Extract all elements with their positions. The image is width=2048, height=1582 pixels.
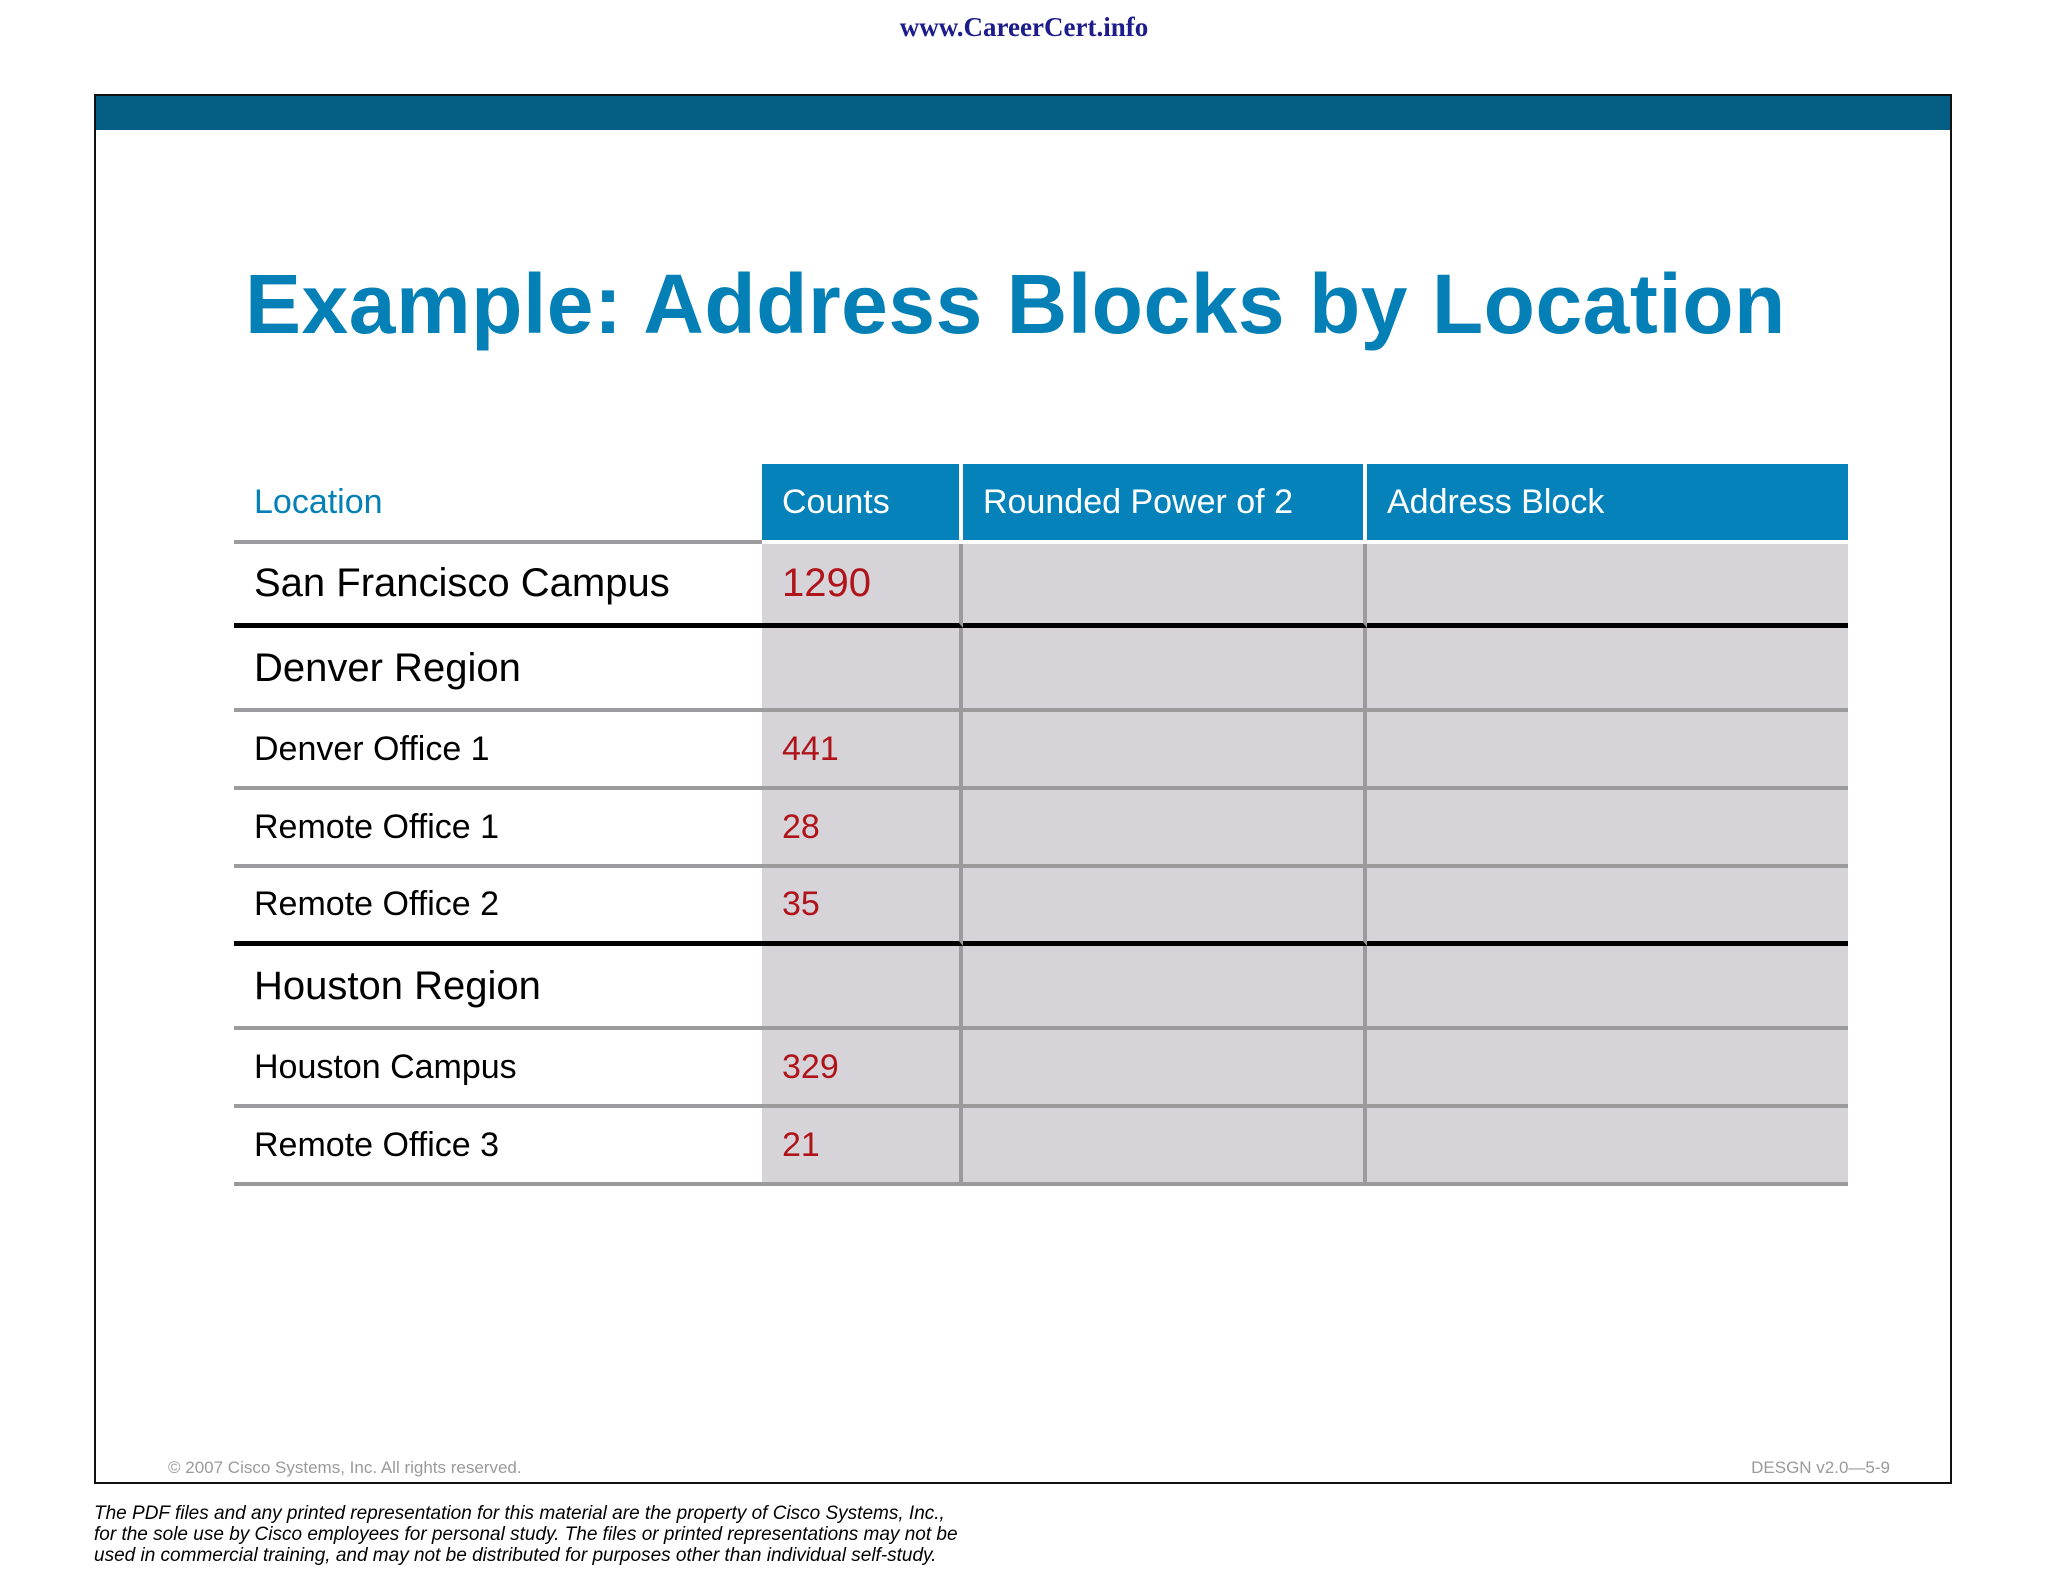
address-block-cell bbox=[1367, 946, 1848, 1030]
count-cell: 441 bbox=[762, 712, 963, 790]
course-code: DESGN v2.0—5-9 bbox=[1751, 1458, 1890, 1477]
location-cell: Houston Region bbox=[234, 946, 762, 1030]
table-row bbox=[234, 790, 1848, 868]
rounded-power-cell bbox=[963, 868, 1367, 946]
location-cell: Remote Office 1 bbox=[234, 790, 762, 868]
table-row bbox=[234, 1108, 1848, 1186]
address-block-cell bbox=[1367, 712, 1848, 790]
count-cell bbox=[762, 628, 963, 712]
location-cell: Denver Office 1 bbox=[234, 712, 762, 790]
rounded-power-cell bbox=[963, 1108, 1367, 1186]
address-block-cell bbox=[1367, 1108, 1848, 1186]
column-header-counts: Counts bbox=[762, 464, 963, 544]
rounded-power-cell bbox=[963, 1030, 1367, 1108]
copyright-notice: © 2007 Cisco Systems, Inc. All rights reserved. bbox=[168, 1458, 522, 1477]
count-cell: 329 bbox=[762, 1030, 963, 1108]
table-row bbox=[234, 712, 1848, 790]
address-block-cell bbox=[1367, 790, 1848, 868]
column-header-location: Location bbox=[234, 464, 762, 544]
disclaimer bbox=[94, 1503, 1194, 1566]
slide-title: Example: Address Blocks by Location bbox=[245, 257, 1786, 351]
rounded-power-cell bbox=[963, 790, 1367, 868]
column-header-address-block: Address Block bbox=[1367, 464, 1848, 544]
rounded-power-cell bbox=[963, 712, 1367, 790]
count-cell: 35 bbox=[762, 868, 963, 946]
address-block-cell bbox=[1367, 868, 1848, 946]
slide bbox=[94, 94, 1952, 1484]
column-header-rounded-power: Rounded Power of 2 bbox=[963, 464, 1367, 544]
address-block-table bbox=[234, 464, 1848, 1186]
slide-top-bar bbox=[96, 96, 1950, 130]
site-url-header[interactable]: www.CareerCert.info bbox=[899, 12, 1149, 42]
address-block-cell bbox=[1367, 1030, 1848, 1108]
table-row bbox=[234, 544, 1848, 628]
rounded-power-cell bbox=[963, 946, 1367, 1030]
table-row bbox=[234, 1030, 1848, 1108]
address-block-cell bbox=[1367, 628, 1848, 712]
rounded-power-cell bbox=[963, 544, 1367, 628]
location-cell: Remote Office 3 bbox=[234, 1108, 762, 1186]
disclaimer-line: The PDF files and any printed representation for this material are the property of Cisco Systems, Inc., bbox=[94, 1503, 945, 1524]
table-header-row bbox=[234, 464, 1848, 544]
rounded-power-cell bbox=[963, 628, 1367, 712]
count-cell: 28 bbox=[762, 790, 963, 868]
location-cell: Remote Office 2 bbox=[234, 868, 762, 946]
table-row bbox=[234, 946, 1848, 1030]
table-row bbox=[234, 628, 1848, 712]
table-row bbox=[234, 868, 1848, 946]
disclaimer-line: for the sole use by Cisco employees for personal study. The files or printed representations may not be bbox=[94, 1524, 958, 1545]
count-cell bbox=[762, 946, 963, 1030]
count-cell: 1290 bbox=[762, 544, 963, 628]
location-cell: San Francisco Campus bbox=[234, 544, 762, 628]
location-cell: Denver Region bbox=[234, 628, 762, 712]
address-block-cell bbox=[1367, 544, 1848, 628]
location-cell: Houston Campus bbox=[234, 1030, 762, 1108]
count-cell: 21 bbox=[762, 1108, 963, 1186]
disclaimer-line: used in commercial training, and may not be distributed for purposes other than individual self-study. bbox=[94, 1545, 937, 1566]
